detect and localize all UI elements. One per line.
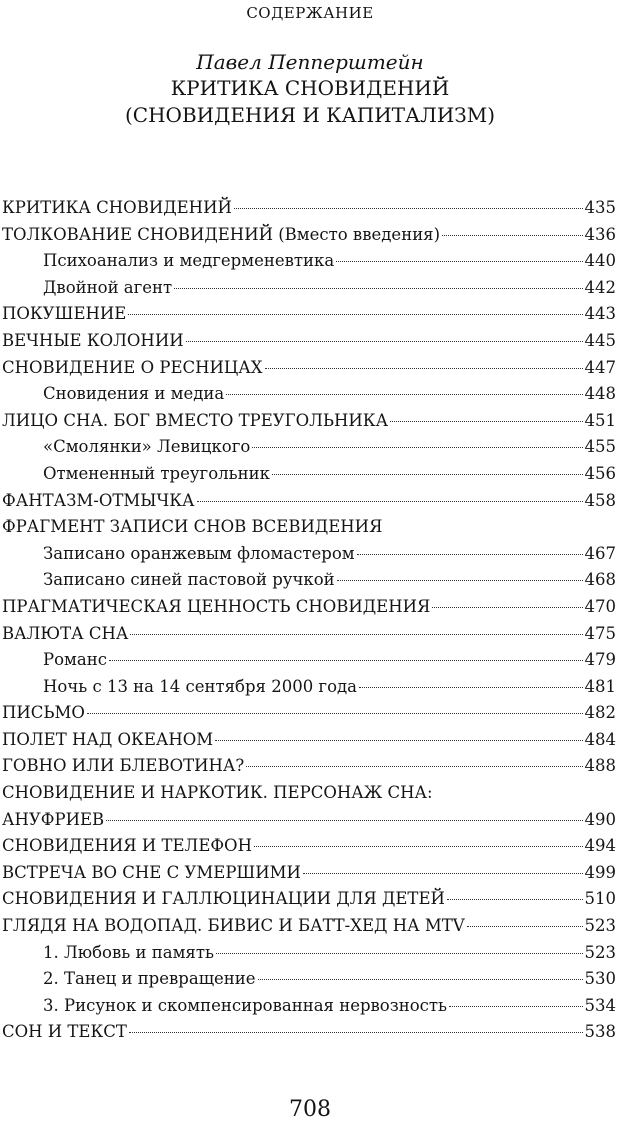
toc-entry-page: 484: [584, 729, 616, 749]
dot-leader: [359, 687, 582, 688]
work-subtitle: (СНОВИДЕНИЯ И КАПИТАЛИЗМ): [125, 103, 495, 127]
dot-leader: [186, 341, 583, 342]
dot-leader: [357, 554, 583, 555]
toc-entry-title: СНОВИДЕНИЕ И НАРКОТИК. ПЕРСОНАЖ СНА:: [2, 783, 433, 803]
toc-entry-page: 467: [584, 543, 616, 563]
dot-leader: [390, 421, 582, 422]
toc-entry-page: 482: [584, 703, 616, 723]
toc-entry-page: 436: [584, 224, 616, 244]
toc-entry-title: Двойной агент: [43, 277, 173, 297]
toc-entry-title: СОН И ТЕКСТ: [2, 1022, 127, 1042]
toc-entry: [2, 594, 616, 621]
dot-leader: [106, 820, 582, 821]
toc-entry: [2, 860, 616, 887]
toc-entry-title: Отмененный треугольник: [43, 463, 270, 483]
running-head: СОДЕРЖАНИЕ: [246, 4, 374, 22]
author-name: Павел Пепперштейн: [196, 50, 424, 74]
dot-leader: [109, 660, 583, 661]
toc-entry-title: СНОВИДЕНИЯ И ГАЛЛЮЦИНАЦИИ ДЛЯ ДЕТЕЙ: [2, 889, 445, 909]
toc-entry: [2, 674, 616, 701]
toc-entry-page: 445: [584, 330, 616, 350]
table-of-contents: [2, 195, 616, 1046]
toc-entry-page: 510: [584, 889, 616, 909]
toc-entry-page: 481: [584, 676, 616, 696]
toc-entry: [2, 355, 616, 382]
toc-entry: [2, 940, 616, 967]
toc-entry-title: ПИСЬМО: [2, 703, 85, 723]
dot-leader: [246, 766, 582, 767]
toc-entry-page: 499: [584, 862, 616, 882]
toc-entry-title: ПОКУШЕНИЕ: [2, 304, 127, 324]
dot-leader: [303, 873, 583, 874]
toc-entry-title: КРИТИКА СНОВИДЕНИЙ: [2, 198, 232, 217]
toc-entry: [2, 833, 616, 860]
dot-leader: [447, 899, 583, 900]
toc-entry: [2, 913, 616, 940]
toc-entry-page: 490: [584, 809, 616, 829]
toc-entry-page: 443: [584, 304, 616, 324]
toc-entry-page: 468: [584, 570, 616, 590]
toc-entry-page: 475: [584, 623, 616, 643]
dot-leader: [432, 607, 582, 608]
toc-entry: [2, 328, 616, 355]
dot-leader: [87, 713, 583, 714]
toc-entry-title: 3. Рисунок и скомпенсированная нервозность: [43, 995, 448, 1015]
toc-entry: [2, 408, 616, 435]
toc-entry-page: 523: [584, 942, 616, 962]
toc-entry-title: АНУФРИЕВ: [2, 809, 105, 829]
toc-entry: [2, 381, 616, 408]
toc-entry-title: ГОВНО ИЛИ БЛЕВОТИНА?: [2, 756, 245, 776]
dot-leader: [265, 368, 583, 369]
dot-leader: [254, 846, 583, 847]
toc-entry-page: 435: [584, 198, 616, 217]
toc-entry: [2, 248, 616, 275]
work-title: КРИТИКА СНОВИДЕНИЙ: [170, 76, 450, 100]
toc-entry-title: ВЕЧНЫЕ КОЛОНИИ: [2, 330, 184, 350]
toc-entry: [2, 301, 616, 328]
dot-leader: [336, 261, 582, 262]
toc-entry: [2, 700, 616, 727]
toc-entry-page: 488: [584, 756, 616, 776]
dot-leader: [226, 394, 582, 395]
toc-entry: [2, 966, 616, 993]
toc-entry: [2, 780, 616, 807]
toc-entry: [2, 993, 616, 1020]
toc-entry-title: ПОЛЕТ НАД ОКЕАНОМ: [2, 729, 214, 749]
toc-entry-page: 523: [584, 916, 616, 936]
toc-entry-title: Ночь с 13 на 14 сентября 2000 года: [43, 676, 358, 696]
dot-leader: [467, 926, 583, 927]
toc-entry: [2, 886, 616, 913]
toc-entry-title: ВСТРЕЧА ВО СНЕ С УМЕРШИМИ: [2, 862, 301, 882]
toc-entry: [2, 222, 616, 249]
toc-entry-title: СНОВИДЕНИЯ И ТЕЛЕФОН: [2, 836, 252, 856]
toc-entry-page: 530: [584, 969, 616, 989]
toc-entry-page: 479: [584, 650, 616, 670]
dot-leader: [130, 634, 582, 635]
dot-leader: [128, 314, 582, 315]
toc-entry-title: Записано синей пастовой ручкой: [43, 570, 335, 590]
dot-leader: [337, 580, 583, 581]
toc-entry-title: ПРАГМАТИЧЕСКАЯ ЦЕННОСТЬ СНОВИДЕНИЯ: [2, 596, 431, 616]
toc-entry-page: 447: [584, 357, 616, 377]
toc-entry-title: Записано оранжевым фломастером: [43, 543, 355, 563]
toc-entry-title: ТОЛКОВАНИЕ СНОВИДЕНИЙ (Вместо введения): [2, 224, 441, 244]
toc-entry-page: 440: [584, 251, 616, 271]
toc-entry-page: 538: [584, 1022, 616, 1042]
dot-leader: [174, 288, 582, 289]
toc-entry: [2, 753, 616, 780]
toc-entry-page: 455: [584, 437, 616, 457]
toc-entry-page: 458: [584, 490, 616, 510]
toc-entry: [2, 807, 616, 834]
toc-entry-page: 494: [584, 836, 616, 856]
toc-entry-title: ФАНТАЗМ-ОТМЫЧКА: [2, 490, 195, 510]
dot-leader: [215, 740, 582, 741]
toc-entry: [2, 275, 616, 302]
toc-entry: [2, 541, 616, 568]
toc-entry: [2, 567, 616, 594]
toc-entry-title: 2. Танец и превращение: [43, 969, 256, 989]
dot-leader: [216, 953, 583, 954]
toc-entry-title: Сновидения и медиа: [43, 384, 225, 404]
dot-leader: [258, 979, 583, 980]
dot-leader: [252, 447, 582, 448]
toc-entry-title: ЛИЦО СНА. БОГ ВМЕСТО ТРЕУГОЛЬНИКА: [2, 410, 389, 430]
dot-leader: [449, 1006, 582, 1007]
dot-leader: [197, 501, 583, 502]
toc-entry-title: ГЛЯДЯ НА ВОДОПАД. БИВИС И БАТТ-ХЕД НА MTV: [2, 916, 465, 936]
dot-leader: [129, 1032, 583, 1033]
toc-entry-page: 451: [584, 410, 616, 430]
dot-leader: [442, 235, 582, 236]
page-number: 708: [289, 1097, 331, 1122]
dot-leader: [272, 474, 583, 475]
toc-entry: [2, 727, 616, 754]
toc-entry-page: 534: [584, 995, 616, 1015]
toc-entry-page: 470: [584, 596, 616, 616]
toc-entry: [2, 1019, 616, 1046]
toc-entry-title: Романс: [43, 650, 107, 670]
toc-entry-title: СНОВИДЕНИЕ О РЕСНИЦАХ: [2, 357, 263, 377]
toc-entry-page: 456: [584, 463, 616, 483]
toc-entry: [2, 514, 616, 541]
toc-entry-page: 448: [584, 384, 616, 404]
dot-leader: [234, 208, 583, 209]
toc-entry-title: ФРАГМЕНТ ЗАПИСИ СНОВ ВСЕВИДЕНИЯ: [2, 517, 383, 537]
toc-entry-page: 442: [584, 277, 616, 297]
toc-entry-title: 1. Любовь и память: [43, 942, 214, 962]
toc-entry-title: ВАЛЮТА СНА: [2, 623, 129, 643]
toc-entry-title: Психоанализ и медгерменевтика: [43, 251, 335, 271]
toc-entry: [2, 434, 616, 461]
toc-entry: [2, 621, 616, 648]
toc-entry: [2, 488, 616, 515]
toc-entry: [2, 461, 616, 488]
toc-entry: [2, 647, 616, 674]
toc-entry-title: «Смолянки» Левицкого: [43, 437, 251, 457]
toc-entry: [2, 195, 616, 222]
